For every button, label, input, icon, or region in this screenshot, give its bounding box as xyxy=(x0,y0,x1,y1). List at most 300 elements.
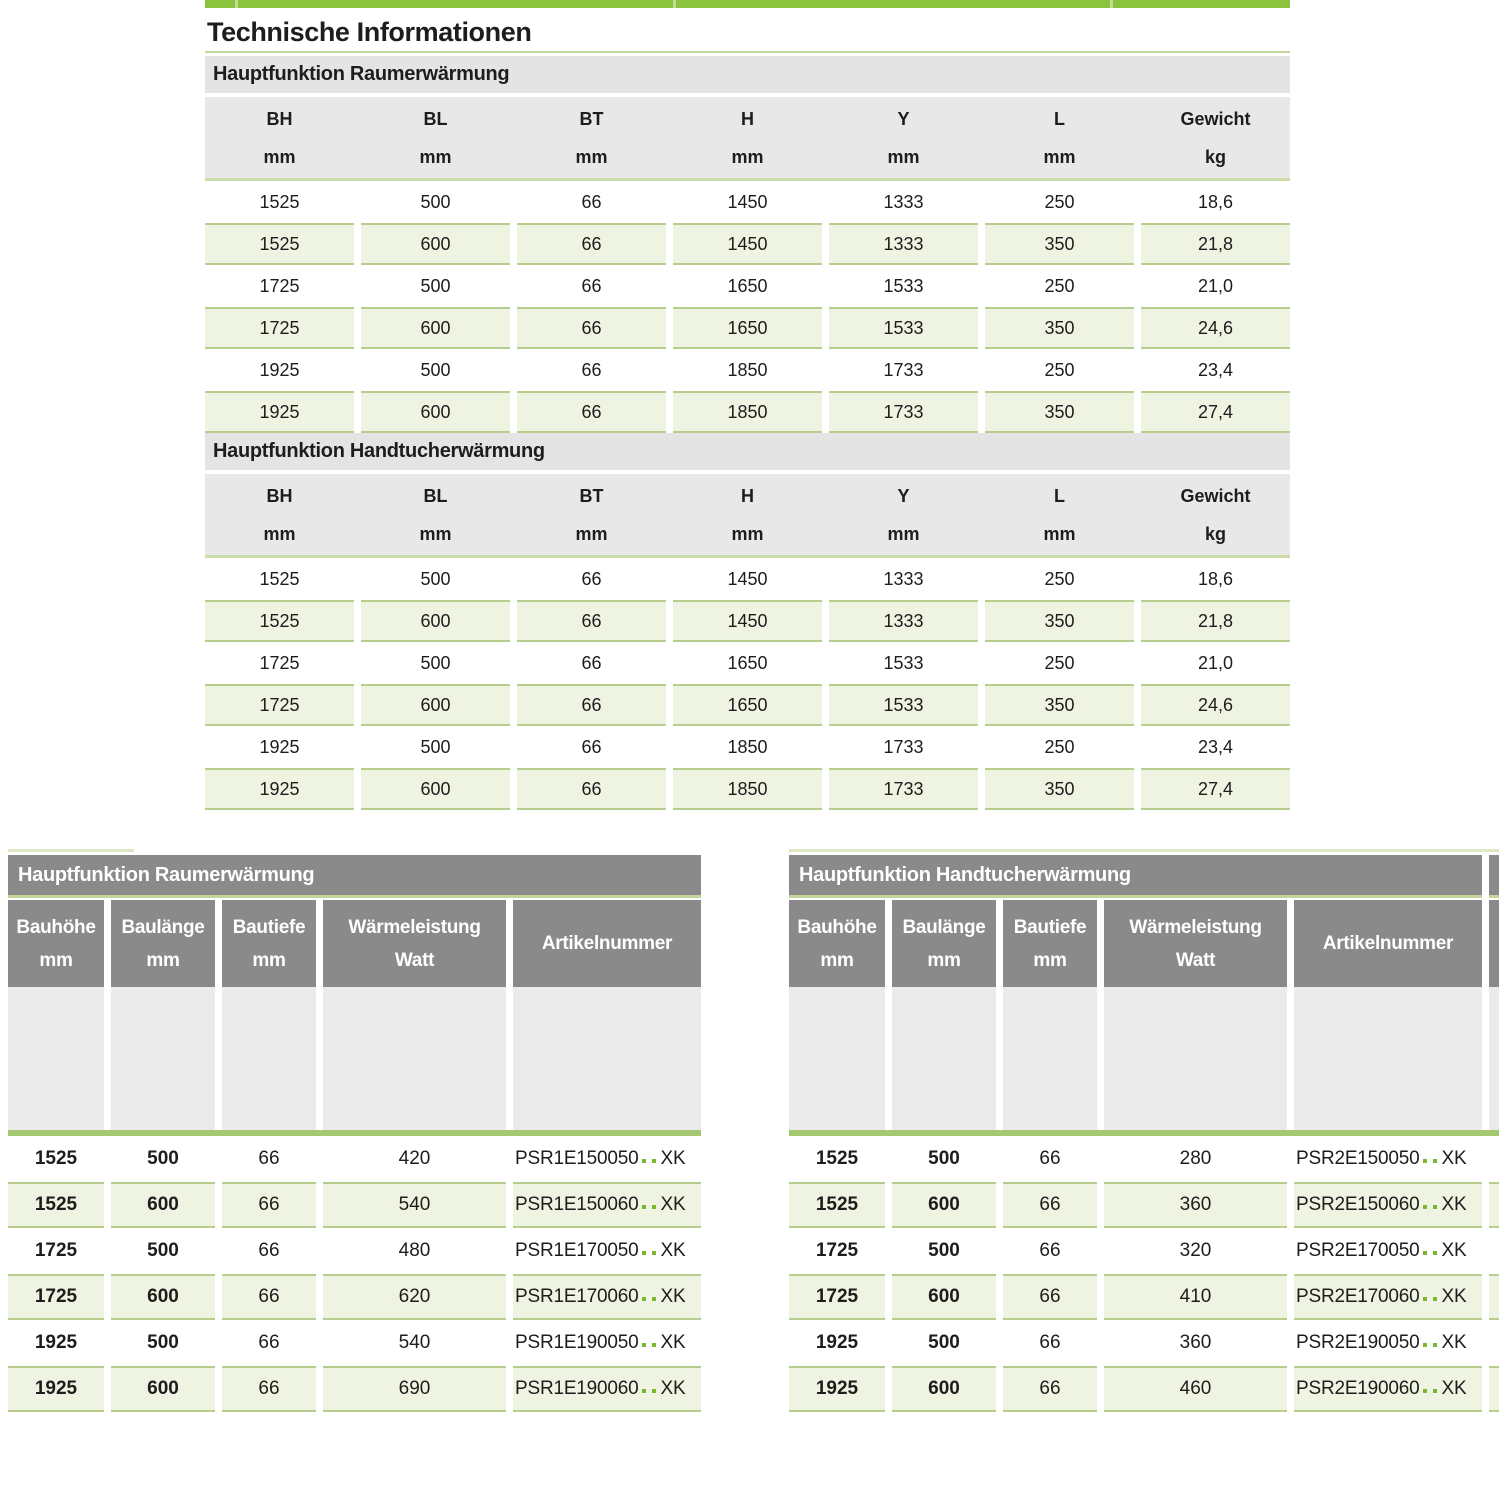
table-cell: 1925 xyxy=(205,768,354,810)
table-cell: 66 xyxy=(258,1240,280,1261)
article-dot xyxy=(642,1251,646,1255)
article-suffix: XK xyxy=(1441,1194,1467,1215)
article-number: PSR2E190050 xyxy=(1296,1332,1420,1353)
article-number-cell xyxy=(513,1320,701,1366)
section-heading: Hauptfunktion Handtucherwärmung xyxy=(205,433,1290,470)
column-header xyxy=(892,900,996,987)
table-cell: 1850 xyxy=(727,360,768,380)
table-cell: 1333 xyxy=(883,192,924,212)
table-cell: 350 xyxy=(985,391,1134,433)
article-number: PSR1E150060 xyxy=(515,1194,639,1215)
table-cell: 350 xyxy=(985,307,1134,349)
column-header-label: BT xyxy=(579,485,604,506)
table-cell: 27,4 xyxy=(1141,391,1290,433)
table-cell: 1925 xyxy=(789,1366,885,1412)
article-dot xyxy=(1423,1251,1427,1255)
column-header-label: Bautiefe xyxy=(232,916,306,938)
article-dot xyxy=(1423,1389,1427,1393)
table-cell-sliver xyxy=(1489,1274,1499,1320)
spec-section xyxy=(205,56,1290,433)
table-row xyxy=(205,600,1290,642)
table-row xyxy=(8,1182,701,1228)
article-dot xyxy=(652,1343,656,1347)
column-header-unit: mm xyxy=(575,146,608,167)
table-row xyxy=(8,1136,701,1182)
table-cell: 620 xyxy=(323,1274,506,1320)
table-cell: 1925 xyxy=(259,360,300,380)
accent-bar-divider xyxy=(673,0,676,8)
column-header-label: Artikelnummer xyxy=(541,933,673,954)
table-cell: 1925 xyxy=(259,737,300,757)
article-dot xyxy=(652,1297,656,1301)
table-cell: 350 xyxy=(985,768,1134,810)
table-cell: 250 xyxy=(1044,276,1075,296)
divider-line xyxy=(205,51,1290,53)
article-dot xyxy=(1423,1343,1427,1347)
table-header-row xyxy=(205,474,1290,558)
column-header xyxy=(829,97,978,178)
article-number-cell xyxy=(1294,1136,1482,1182)
table-cell: 24,6 xyxy=(1141,307,1290,349)
table-cell: 1925 xyxy=(815,1332,859,1353)
column-header xyxy=(361,474,510,555)
table-cell: 21,8 xyxy=(1141,600,1290,642)
article-number: PSR2E190060 xyxy=(1296,1378,1420,1399)
column-header-unit: kg xyxy=(1204,146,1226,167)
banner-row xyxy=(789,855,1499,898)
table-row xyxy=(205,307,1290,349)
table-row xyxy=(789,1136,1499,1182)
table-row xyxy=(205,181,1290,223)
table-cell: 600 xyxy=(361,768,510,810)
table-cell: 540 xyxy=(323,1182,506,1228)
article-number: PSR2E150060 xyxy=(1296,1194,1420,1215)
column-header-sliver xyxy=(1489,900,1499,987)
table-cell: 600 xyxy=(111,1274,215,1320)
table-cell: 600 xyxy=(892,1274,996,1320)
table-cell: 66 xyxy=(581,737,602,757)
table-cell: 500 xyxy=(147,1148,179,1169)
article-number-cell xyxy=(1294,1320,1482,1366)
table-cell: 66 xyxy=(517,768,666,810)
table-cell: 66 xyxy=(581,276,602,296)
table-cell: 23,4 xyxy=(1197,360,1234,380)
column-header-label: H xyxy=(741,108,754,129)
column-header xyxy=(323,900,506,987)
table-cell: 1733 xyxy=(829,391,978,433)
table-row xyxy=(205,642,1290,684)
table-cell: 600 xyxy=(892,1182,996,1228)
table-cell: 1525 xyxy=(815,1148,859,1169)
table-cell: 1733 xyxy=(883,737,924,757)
table-cell-sliver xyxy=(1489,1136,1499,1182)
column-header xyxy=(222,900,316,987)
table-cell: 1925 xyxy=(205,391,354,433)
article-suffix: XK xyxy=(1441,1240,1467,1261)
table-cell: 600 xyxy=(361,223,510,265)
table-cell: 250 xyxy=(1044,737,1075,757)
table-cell: 600 xyxy=(111,1182,215,1228)
table-cell: 360 xyxy=(1104,1182,1287,1228)
article-number-cell xyxy=(513,1274,701,1320)
table-cell: 1333 xyxy=(829,223,978,265)
column-header-label: L xyxy=(1054,485,1065,506)
article-number: PSR2E170050 xyxy=(1296,1240,1420,1261)
column-header-label: BT xyxy=(579,108,604,129)
table-cell: 1525 xyxy=(8,1182,104,1228)
spec-section xyxy=(205,433,1290,810)
table-cell: 540 xyxy=(398,1332,431,1353)
table-cell: 1533 xyxy=(829,307,978,349)
column-header xyxy=(1294,900,1482,987)
table-cell-sliver xyxy=(1489,1320,1499,1366)
table-cell: 350 xyxy=(985,684,1134,726)
divider-line xyxy=(789,849,1499,852)
column-header xyxy=(517,474,666,555)
column-header-label: Y xyxy=(897,485,910,506)
article-suffix: XK xyxy=(660,1240,686,1261)
table-header-row xyxy=(205,97,1290,181)
article-number: PSR2E170060 xyxy=(1296,1286,1420,1307)
table-row xyxy=(789,1228,1499,1274)
table-cell: 18,6 xyxy=(1197,192,1234,212)
table-cell: 1333 xyxy=(883,569,924,589)
table-cell: 1850 xyxy=(727,737,768,757)
table-cell: 21,8 xyxy=(1141,223,1290,265)
table-cell: 600 xyxy=(361,391,510,433)
column-header xyxy=(205,474,354,555)
column-header xyxy=(1141,474,1290,555)
table-row xyxy=(789,1366,1499,1412)
table-cell: 66 xyxy=(222,1182,316,1228)
table-cell-sliver xyxy=(1489,1182,1499,1228)
column-header-unit: mm xyxy=(887,146,920,167)
table-cell: 1533 xyxy=(829,684,978,726)
table-cell: 1725 xyxy=(789,1274,885,1320)
column-header-unit: mm xyxy=(575,523,608,544)
table-cell: 66 xyxy=(1039,1332,1061,1353)
column-header-label: Artikelnummer xyxy=(1322,933,1454,954)
article-number: PSR1E190050 xyxy=(515,1332,639,1353)
header-extension-cell xyxy=(789,987,885,1130)
table-cell: 66 xyxy=(1039,1148,1061,1169)
table-cell: 66 xyxy=(517,223,666,265)
table-cell: 23,4 xyxy=(1197,737,1234,757)
table-header-row xyxy=(789,900,1499,987)
table-cell: 66 xyxy=(517,600,666,642)
table-header-row xyxy=(8,900,701,987)
table-cell: 1925 xyxy=(34,1332,78,1353)
column-header xyxy=(517,97,666,178)
table-cell: 500 xyxy=(420,276,451,296)
article-number-cell xyxy=(513,1182,701,1228)
column-header-unit: mm xyxy=(146,949,180,971)
table-cell: 1725 xyxy=(205,307,354,349)
divider-line xyxy=(8,849,134,852)
table-cell: 350 xyxy=(985,223,1134,265)
article-suffix: XK xyxy=(660,1194,686,1215)
table-cell: 480 xyxy=(398,1240,431,1261)
column-header-unit: Watt xyxy=(1175,949,1216,971)
column-header-unit: mm xyxy=(731,523,764,544)
table-cell: 500 xyxy=(147,1332,179,1353)
article-suffix: XK xyxy=(1441,1378,1467,1399)
table-cell: 500 xyxy=(420,569,451,589)
article-dot xyxy=(1433,1389,1437,1393)
table-cell: 66 xyxy=(517,684,666,726)
column-header xyxy=(673,97,822,178)
table-cell: 1725 xyxy=(8,1274,104,1320)
table-row xyxy=(789,1182,1499,1228)
column-header xyxy=(985,474,1134,555)
table-cell: 500 xyxy=(420,653,451,673)
table-cell: 66 xyxy=(581,360,602,380)
accent-bar-divider xyxy=(235,0,238,8)
article-suffix: XK xyxy=(660,1286,686,1307)
column-header xyxy=(1003,900,1097,987)
table-cell: 1533 xyxy=(883,276,924,296)
page-title: Technische Informationen xyxy=(207,17,532,47)
table-cell: 1725 xyxy=(815,1240,859,1261)
header-extension-cell xyxy=(1489,987,1499,1130)
article-number: PSR1E170060 xyxy=(515,1286,639,1307)
table-cell: 21,0 xyxy=(1197,653,1234,673)
table-cell: 1533 xyxy=(883,653,924,673)
table-row xyxy=(205,349,1290,391)
table-cell: 600 xyxy=(361,307,510,349)
section-heading: Hauptfunktion Raumerwärmung xyxy=(205,56,1290,93)
article-suffix: XK xyxy=(660,1148,686,1169)
column-header-label: Wärmeleistung xyxy=(1129,916,1262,938)
table-cell: 27,4 xyxy=(1141,768,1290,810)
column-header-label: Bauhöhe xyxy=(16,916,96,938)
column-header xyxy=(111,900,215,987)
table-cell: 500 xyxy=(420,360,451,380)
table-cell: 1850 xyxy=(673,768,822,810)
article-dot xyxy=(1433,1159,1437,1163)
table-cell: 1650 xyxy=(673,684,822,726)
column-header xyxy=(829,474,978,555)
column-header xyxy=(985,97,1134,178)
table-cell: 1333 xyxy=(829,600,978,642)
column-header-label: Baulänge xyxy=(121,916,205,938)
column-header xyxy=(513,900,701,987)
article-dot xyxy=(642,1389,646,1393)
column-header-unit: mm xyxy=(731,146,764,167)
table-row xyxy=(205,391,1290,433)
table-cell: 1733 xyxy=(829,768,978,810)
article-number-cell xyxy=(513,1228,701,1274)
table-row xyxy=(8,1320,701,1366)
table-cell: 500 xyxy=(928,1148,960,1169)
article-suffix: XK xyxy=(1441,1286,1467,1307)
top-accent-bar xyxy=(205,0,1290,8)
table-row xyxy=(8,1228,701,1274)
table-cell: 1725 xyxy=(259,653,300,673)
table-row xyxy=(789,1274,1499,1320)
article-number-cell xyxy=(1294,1228,1482,1274)
article-dot xyxy=(1433,1251,1437,1255)
table-row xyxy=(205,265,1290,307)
column-header-label: BL xyxy=(423,485,448,506)
header-extension-cell xyxy=(1104,987,1287,1130)
header-extension-cell xyxy=(323,987,506,1130)
table-cell: 1725 xyxy=(205,684,354,726)
table-cell: 1450 xyxy=(673,223,822,265)
table-cell: 66 xyxy=(1003,1182,1097,1228)
article-number: PSR1E150050 xyxy=(515,1148,639,1169)
table-cell: 66 xyxy=(1003,1274,1097,1320)
table-cell: 66 xyxy=(1039,1240,1061,1261)
article-number: PSR1E170050 xyxy=(515,1240,639,1261)
table-cell: 360 xyxy=(1179,1332,1212,1353)
column-header-unit: mm xyxy=(1043,146,1076,167)
technical-information-panel xyxy=(205,0,1290,810)
table-cell: 1525 xyxy=(259,569,300,589)
column-header-label: Gewicht xyxy=(1180,108,1251,129)
column-header-unit: mm xyxy=(263,146,296,167)
table-cell: 250 xyxy=(1044,653,1075,673)
column-header-unit: kg xyxy=(1204,523,1226,544)
spec-tables xyxy=(205,56,1290,810)
table-cell: 500 xyxy=(420,737,451,757)
column-header-unit: mm xyxy=(1033,949,1067,971)
article-number-cell xyxy=(1294,1366,1482,1412)
article-dot xyxy=(642,1343,646,1347)
table-cell: 280 xyxy=(1179,1148,1212,1169)
article-dot xyxy=(652,1251,656,1255)
article-number-cell xyxy=(1294,1182,1482,1228)
column-header-label: Gewicht xyxy=(1180,485,1251,506)
table-banner-sliver xyxy=(1489,855,1499,898)
article-dot xyxy=(642,1205,646,1209)
article-suffix: XK xyxy=(1441,1332,1467,1353)
table-cell: 1650 xyxy=(727,653,768,673)
column-header xyxy=(205,97,354,178)
article-dot xyxy=(1433,1343,1437,1347)
table-cell: 500 xyxy=(928,1332,960,1353)
table-cell: 1733 xyxy=(883,360,924,380)
table-cell: 500 xyxy=(147,1240,179,1261)
header-extension-cell xyxy=(513,987,701,1130)
column-header xyxy=(361,97,510,178)
article-number: PSR2E150050 xyxy=(1296,1148,1420,1169)
table-cell: 500 xyxy=(928,1240,960,1261)
header-extension-cell xyxy=(892,987,996,1130)
article-dot xyxy=(1423,1159,1427,1163)
banner-row xyxy=(8,855,701,898)
table-cell: 21,0 xyxy=(1197,276,1234,296)
table-cell: 1525 xyxy=(205,223,354,265)
product-table-handtucherwaermung xyxy=(789,849,1499,1412)
table-cell: 500 xyxy=(420,192,451,212)
article-dot xyxy=(1423,1205,1427,1209)
table-banner: Hauptfunktion Raumerwärmung xyxy=(8,855,701,898)
article-dot xyxy=(1433,1205,1437,1209)
header-extension-cell xyxy=(8,987,104,1130)
table-cell: 600 xyxy=(361,600,510,642)
table-cell: 66 xyxy=(258,1148,280,1169)
table-cell: 1525 xyxy=(789,1182,885,1228)
article-dot xyxy=(1423,1297,1427,1301)
header-extension-cell xyxy=(111,987,215,1130)
accent-bar-divider xyxy=(1110,0,1113,8)
article-dot xyxy=(1433,1297,1437,1301)
table-cell: 1450 xyxy=(727,569,768,589)
column-header-label: Wärmeleistung xyxy=(348,916,481,938)
table-cell: 66 xyxy=(258,1332,280,1353)
table-row xyxy=(205,684,1290,726)
column-header-unit: mm xyxy=(419,146,452,167)
column-header xyxy=(1141,97,1290,178)
table-cell: 1650 xyxy=(727,276,768,296)
table-cell-sliver xyxy=(1489,1228,1499,1274)
table-cell: 1450 xyxy=(673,600,822,642)
table-banner: Hauptfunktion Handtucherwärmung xyxy=(789,855,1482,898)
article-number-cell xyxy=(513,1366,701,1412)
table-cell: 250 xyxy=(1044,360,1075,380)
header-extension-cell xyxy=(1294,987,1482,1130)
table-row xyxy=(205,223,1290,265)
table-cell: 66 xyxy=(222,1366,316,1412)
column-header-label: BH xyxy=(266,108,293,129)
table-cell: 420 xyxy=(398,1148,431,1169)
column-header xyxy=(1104,900,1287,987)
table-cell: 1725 xyxy=(34,1240,78,1261)
column-header-label: Bauhöhe xyxy=(797,916,877,938)
header-extension-cell xyxy=(1003,987,1097,1130)
table-cell: 66 xyxy=(581,653,602,673)
table-cell: 600 xyxy=(892,1366,996,1412)
column-header xyxy=(673,474,822,555)
table-row xyxy=(789,1320,1499,1366)
table-cell: 1725 xyxy=(259,276,300,296)
column-header-label: H xyxy=(741,485,754,506)
table-row xyxy=(8,1274,701,1320)
article-suffix: XK xyxy=(1441,1148,1467,1169)
column-header-unit: mm xyxy=(1043,523,1076,544)
column-header-label: Baulänge xyxy=(902,916,986,938)
article-number-cell xyxy=(1294,1274,1482,1320)
column-header xyxy=(789,900,885,987)
table-cell: 1525 xyxy=(259,192,300,212)
table-cell: 1525 xyxy=(34,1148,78,1169)
table-cell: 66 xyxy=(222,1274,316,1320)
table-row xyxy=(205,558,1290,600)
product-table-raumerwaermung xyxy=(8,849,701,1412)
table-cell: 66 xyxy=(517,307,666,349)
table-cell: 1525 xyxy=(205,600,354,642)
article-number: PSR1E190060 xyxy=(515,1378,639,1399)
table-cell: 66 xyxy=(1003,1366,1097,1412)
column-header-label: Y xyxy=(897,108,910,129)
table-cell: 24,6 xyxy=(1141,684,1290,726)
article-suffix: XK xyxy=(660,1332,686,1353)
table-cell: 66 xyxy=(581,569,602,589)
article-dot xyxy=(652,1389,656,1393)
column-header xyxy=(8,900,104,987)
column-header-label: BH xyxy=(266,485,293,506)
table-cell: 320 xyxy=(1179,1240,1212,1261)
table-cell: 690 xyxy=(323,1366,506,1412)
table-cell-sliver xyxy=(1489,1366,1499,1412)
table-cell: 18,6 xyxy=(1197,569,1234,589)
table-cell: 350 xyxy=(985,600,1134,642)
article-dot xyxy=(642,1159,646,1163)
table-cell: 410 xyxy=(1104,1274,1287,1320)
column-header-unit: mm xyxy=(252,949,286,971)
column-header-unit: mm xyxy=(39,949,73,971)
